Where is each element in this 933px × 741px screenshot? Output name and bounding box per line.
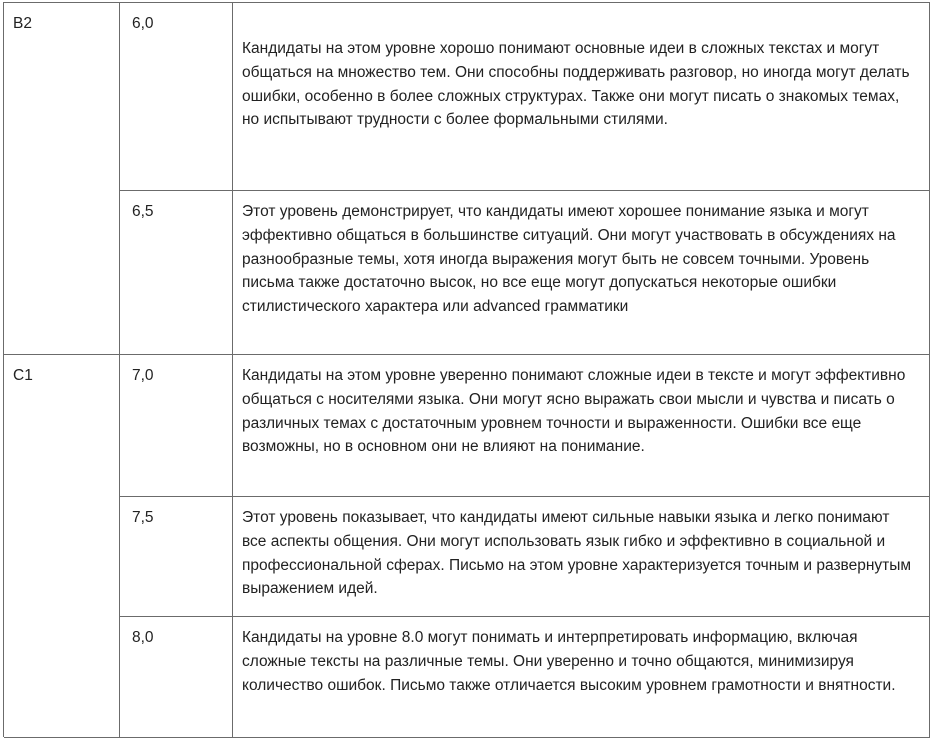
score-value: 7,5 [132,509,154,526]
level-label: C1 [13,367,33,384]
description-cell [233,617,930,738]
level-cell [4,355,120,497]
level-cell [4,617,120,738]
description-cell [233,3,930,191]
level-label: B2 [13,15,32,32]
description-text: Этот уровень показывает, что кандидаты имеют сильные навыки языка и легко понимают все аспекты общения. Они могут использовать язык гибко и эффективно в социальной и профессиональной сферах. Письмо на этом уровне характеризуется точным и развернутым выражением идей. [242,509,912,598]
score-cell [120,355,233,497]
table-row [4,3,930,191]
description-cell [233,355,930,497]
score-value: 6,0 [132,15,154,32]
score-value: 7,0 [132,367,154,384]
table-row [4,355,930,497]
description-text: Кандидаты на этом уровне хорошо понимают основные идеи в сложных текстах и могут общаться на множество тем. Они способны поддерживать разговор, но иногда могут делать ошибки, особенно в более сложных структурах. Также они могут писать о знакомых темах, но испытывают трудности с более формальными стилями. [242,40,910,129]
table-row [4,191,930,355]
score-cell [120,497,233,617]
score-cell [120,191,233,355]
description-cell [233,497,930,617]
score-value: 8,0 [132,629,154,646]
score-table [3,2,930,737]
description-text: Этот уровень демонстрирует, что кандидаты имеют хорошее понимание языка и могут эффективно общаться в большинстве ситуаций. Они могут участвовать в обсуждениях на разнообразные темы, хотя иногда выражения могут быть не совсем точными. Уровень письма также достаточно высок, но все еще могут допускаться некоторые ошибки стилистического характера или advanced грамматики [242,203,896,316]
score-cell [120,617,233,738]
description-text: Кандидаты на этом уровне уверенно понимают сложные идеи в тексте и могут эффективно общаться с носителями языка. Они могут ясно выражать свои мысли и чувства и писать о различных темах с достаточным уровнем точности и выраженности. Ошибки все еще возможны, но в основном они не влияют на понимание. [242,367,906,456]
level-cell [4,497,120,617]
score-value: 6,5 [132,203,154,220]
table-row [4,617,930,738]
table-row [4,497,930,617]
description-cell [233,191,930,355]
score-cell [120,3,233,191]
level-cell [4,191,120,355]
description-text: Кандидаты на уровне 8.0 могут понимать и интерпретировать информацию, включая сложные тексты на различные темы. Они уверенно и точно общаются, минимизируя количество ошибок. Письмо также отличается высоким уровнем грамотности и внятности. [242,629,896,694]
level-cell [4,3,120,191]
